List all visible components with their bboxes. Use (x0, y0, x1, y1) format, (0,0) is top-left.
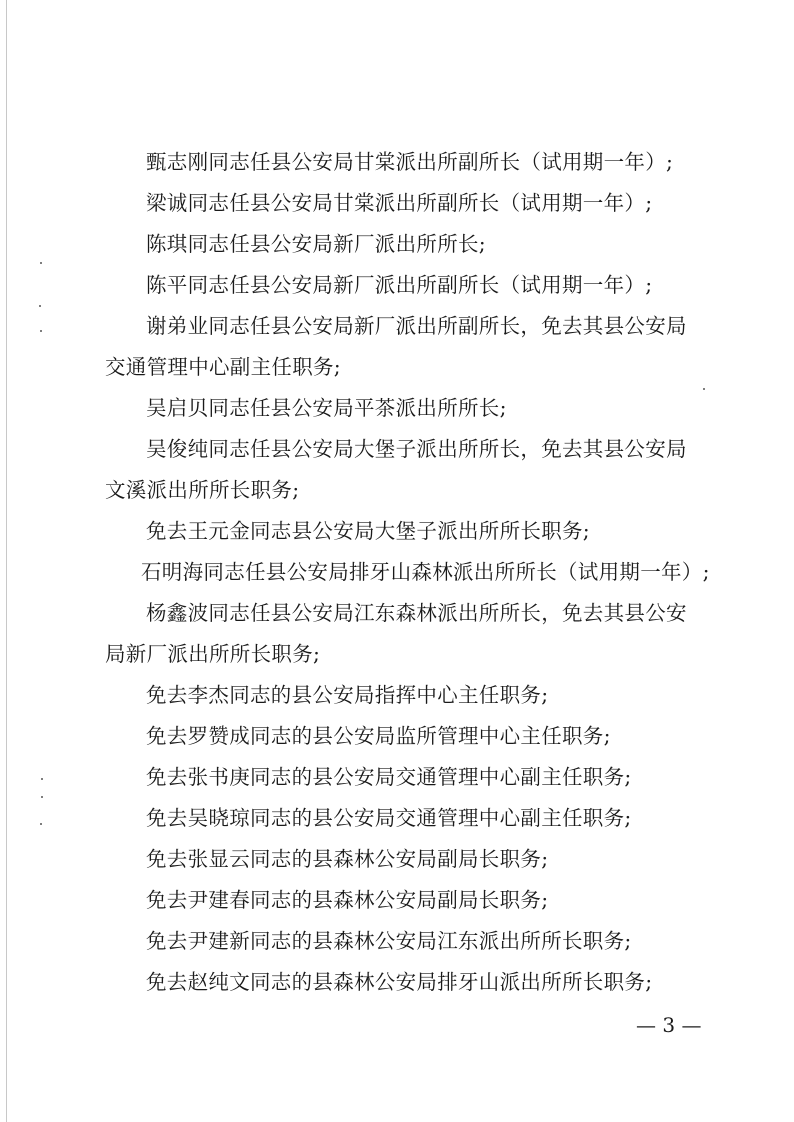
paragraph-continuation-line: 文溪派出所所长职务; (105, 478, 300, 502)
paragraph-line: 免去吴晓琼同志的县公安局交通管理中心副主任职务; (146, 806, 632, 830)
scan-speck (40, 823, 42, 825)
document-body (105, 142, 710, 1003)
paragraph-line: 免去赵纯文同志的县森林公安局排牙山派出所所长职务; (146, 970, 653, 994)
paragraph-line: 陈平同志任县公安局新厂派出所副所长（试用期一年）; (146, 273, 653, 297)
scan-speck (39, 305, 41, 307)
paragraph-line: 免去李杰同志的县公安局指挥中心主任职务; (146, 683, 549, 707)
paragraph-line: 免去张显云同志的县森林公安局副局长职务; (146, 847, 549, 871)
scan-speck (40, 330, 42, 332)
scan-edge-line (6, 0, 7, 1122)
paragraph-line: 杨鑫波同志任县公安局江东森林派出所所长，免去其县公安 (146, 601, 687, 625)
scan-speck (41, 778, 43, 780)
paragraph-line: 免去张书庚同志的县公安局交通管理中心副主任职务; (146, 765, 632, 789)
paragraph-line: 甄志刚同志任县公安局甘棠派出所副所长（试用期一年）; (146, 150, 674, 174)
paragraph-line: 免去尹建新同志的县森林公安局江东派出所所长职务; (146, 929, 632, 953)
paragraph-line: 陈琪同志任县公安局新厂派出所所长; (146, 232, 487, 256)
paragraph-continuation-line: 交通管理中心副主任职务; (105, 355, 342, 379)
paragraph-line: 吴俊纯同志任县公安局大堡子派出所所长，免去其县公安局 (146, 437, 687, 461)
page-number: — 3 — (636, 1013, 702, 1037)
paragraph-line: 石明海同志任县公安局排牙山森林派出所所长（试用期一年）; (141, 560, 710, 584)
paragraph-continuation-line: 局新厂派出所所长职务; (105, 642, 321, 666)
paragraph-line: 梁诚同志任县公安局甘棠派出所副所长（试用期一年）; (146, 191, 653, 215)
paragraph-line: 免去王元金同志县公安局大堡子派出所所长职务; (146, 519, 591, 543)
paragraph-line: 免去尹建春同志的县森林公安局副局长职务; (146, 888, 549, 912)
scan-speck (41, 796, 43, 798)
paragraph-line: 谢弟业同志任县公安局新厂派出所副所长，免去其县公安局 (146, 314, 687, 338)
paragraph-line: 吴启贝同志任县公安局平茶派出所所长; (146, 396, 507, 420)
scan-speck (40, 262, 42, 264)
paragraph-line: 免去罗赞成同志的县公安局监所管理中心主任职务; (146, 724, 611, 748)
